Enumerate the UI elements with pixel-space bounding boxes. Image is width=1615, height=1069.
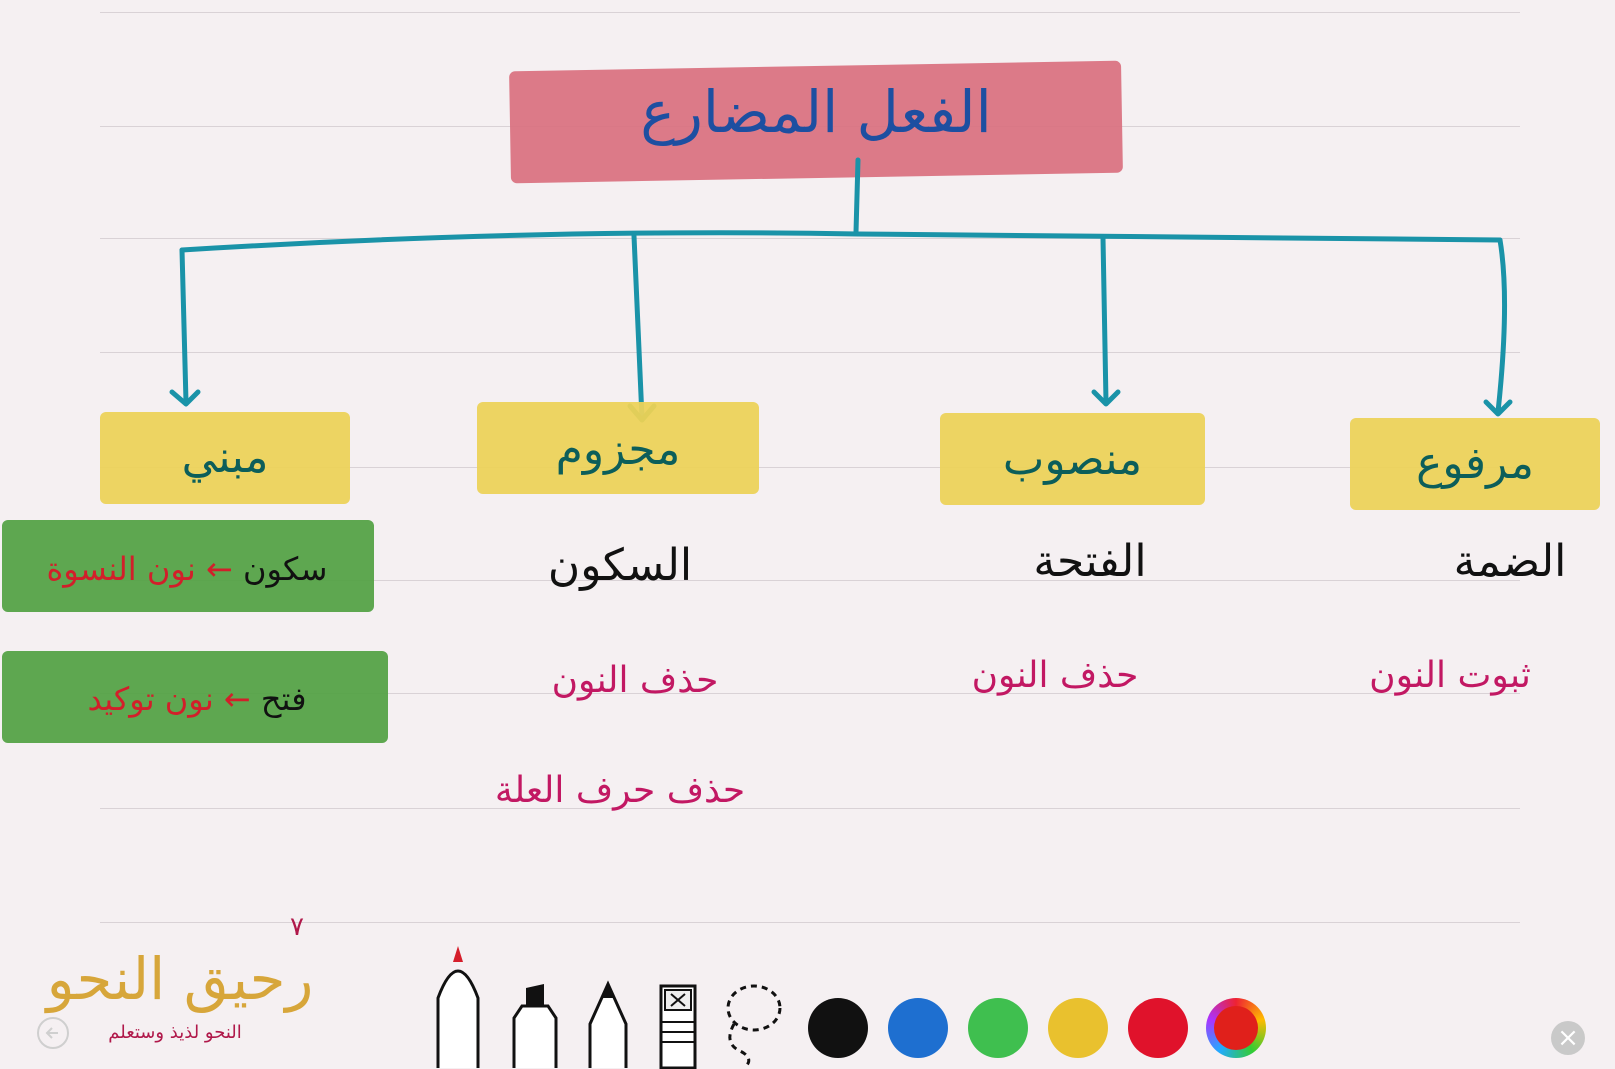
note-nun-niswa <box>22 550 352 588</box>
logo-name: رحيق النحو <box>46 945 314 1013</box>
note-nun-tawkeed <box>22 680 372 718</box>
branch-line-marfou <box>1498 240 1505 412</box>
category-majzoum: مجزوم <box>555 424 681 475</box>
color-swatch-red[interactable] <box>1128 998 1188 1058</box>
note-cause: نون توكيد <box>87 680 214 718</box>
selected-color-swatch <box>1214 1006 1258 1050</box>
logo-tagline: النحو لذيذ وستعلم <box>108 1022 242 1043</box>
color-swatch-green[interactable] <box>968 998 1028 1058</box>
branch-line-mansoub <box>1103 238 1106 402</box>
close-icon[interactable]: × <box>1551 1021 1585 1055</box>
color-swatch-yellow[interactable] <box>1048 998 1108 1058</box>
branch-line-mabni <box>182 250 186 402</box>
color-picker-wheel-icon[interactable] <box>1206 998 1266 1058</box>
category-mabni: مبني <box>181 432 269 483</box>
lasso-tool-icon[interactable] <box>720 980 784 1069</box>
sub-hadhf-nun: حذف النون <box>971 655 1139 696</box>
horizontal-branch-line <box>182 233 1500 250</box>
title-stem-line <box>856 160 858 232</box>
sub-thubut-nun: ثبوت النون <box>1369 655 1531 696</box>
note-case: سكون <box>242 550 328 588</box>
marker-tool-icon[interactable] <box>508 982 562 1069</box>
sign-fatha: الفتحة <box>1033 536 1147 587</box>
note-arrow: ← <box>223 680 251 718</box>
category-marfou: مرفوع <box>1416 438 1534 489</box>
note-arrow: ← <box>205 550 233 588</box>
sign-damma: الضمة <box>1453 536 1567 587</box>
color-swatch-black[interactable] <box>808 998 868 1058</box>
note-cause: نون النسوة <box>46 550 196 588</box>
pen-tool-icon[interactable] <box>432 940 484 1069</box>
note-case: فتح <box>260 680 307 718</box>
category-mansoub: منصوب <box>1002 434 1143 485</box>
pencil-tool-icon[interactable] <box>584 980 632 1069</box>
sign-sukoon: السكون <box>547 540 693 591</box>
eraser-tool-icon[interactable] <box>656 982 700 1069</box>
logo-number: ٧ <box>290 912 304 942</box>
sub-hadhf-nun: حذف النون <box>551 660 719 701</box>
branch-line-majzoum <box>634 236 642 418</box>
sub-hadhf-harf-illa: حذف حرف العلة <box>494 770 746 811</box>
color-swatch-blue[interactable] <box>888 998 948 1058</box>
diagram-title: الفعل المضارع <box>640 78 992 146</box>
undo-icon[interactable] <box>36 1016 70 1050</box>
